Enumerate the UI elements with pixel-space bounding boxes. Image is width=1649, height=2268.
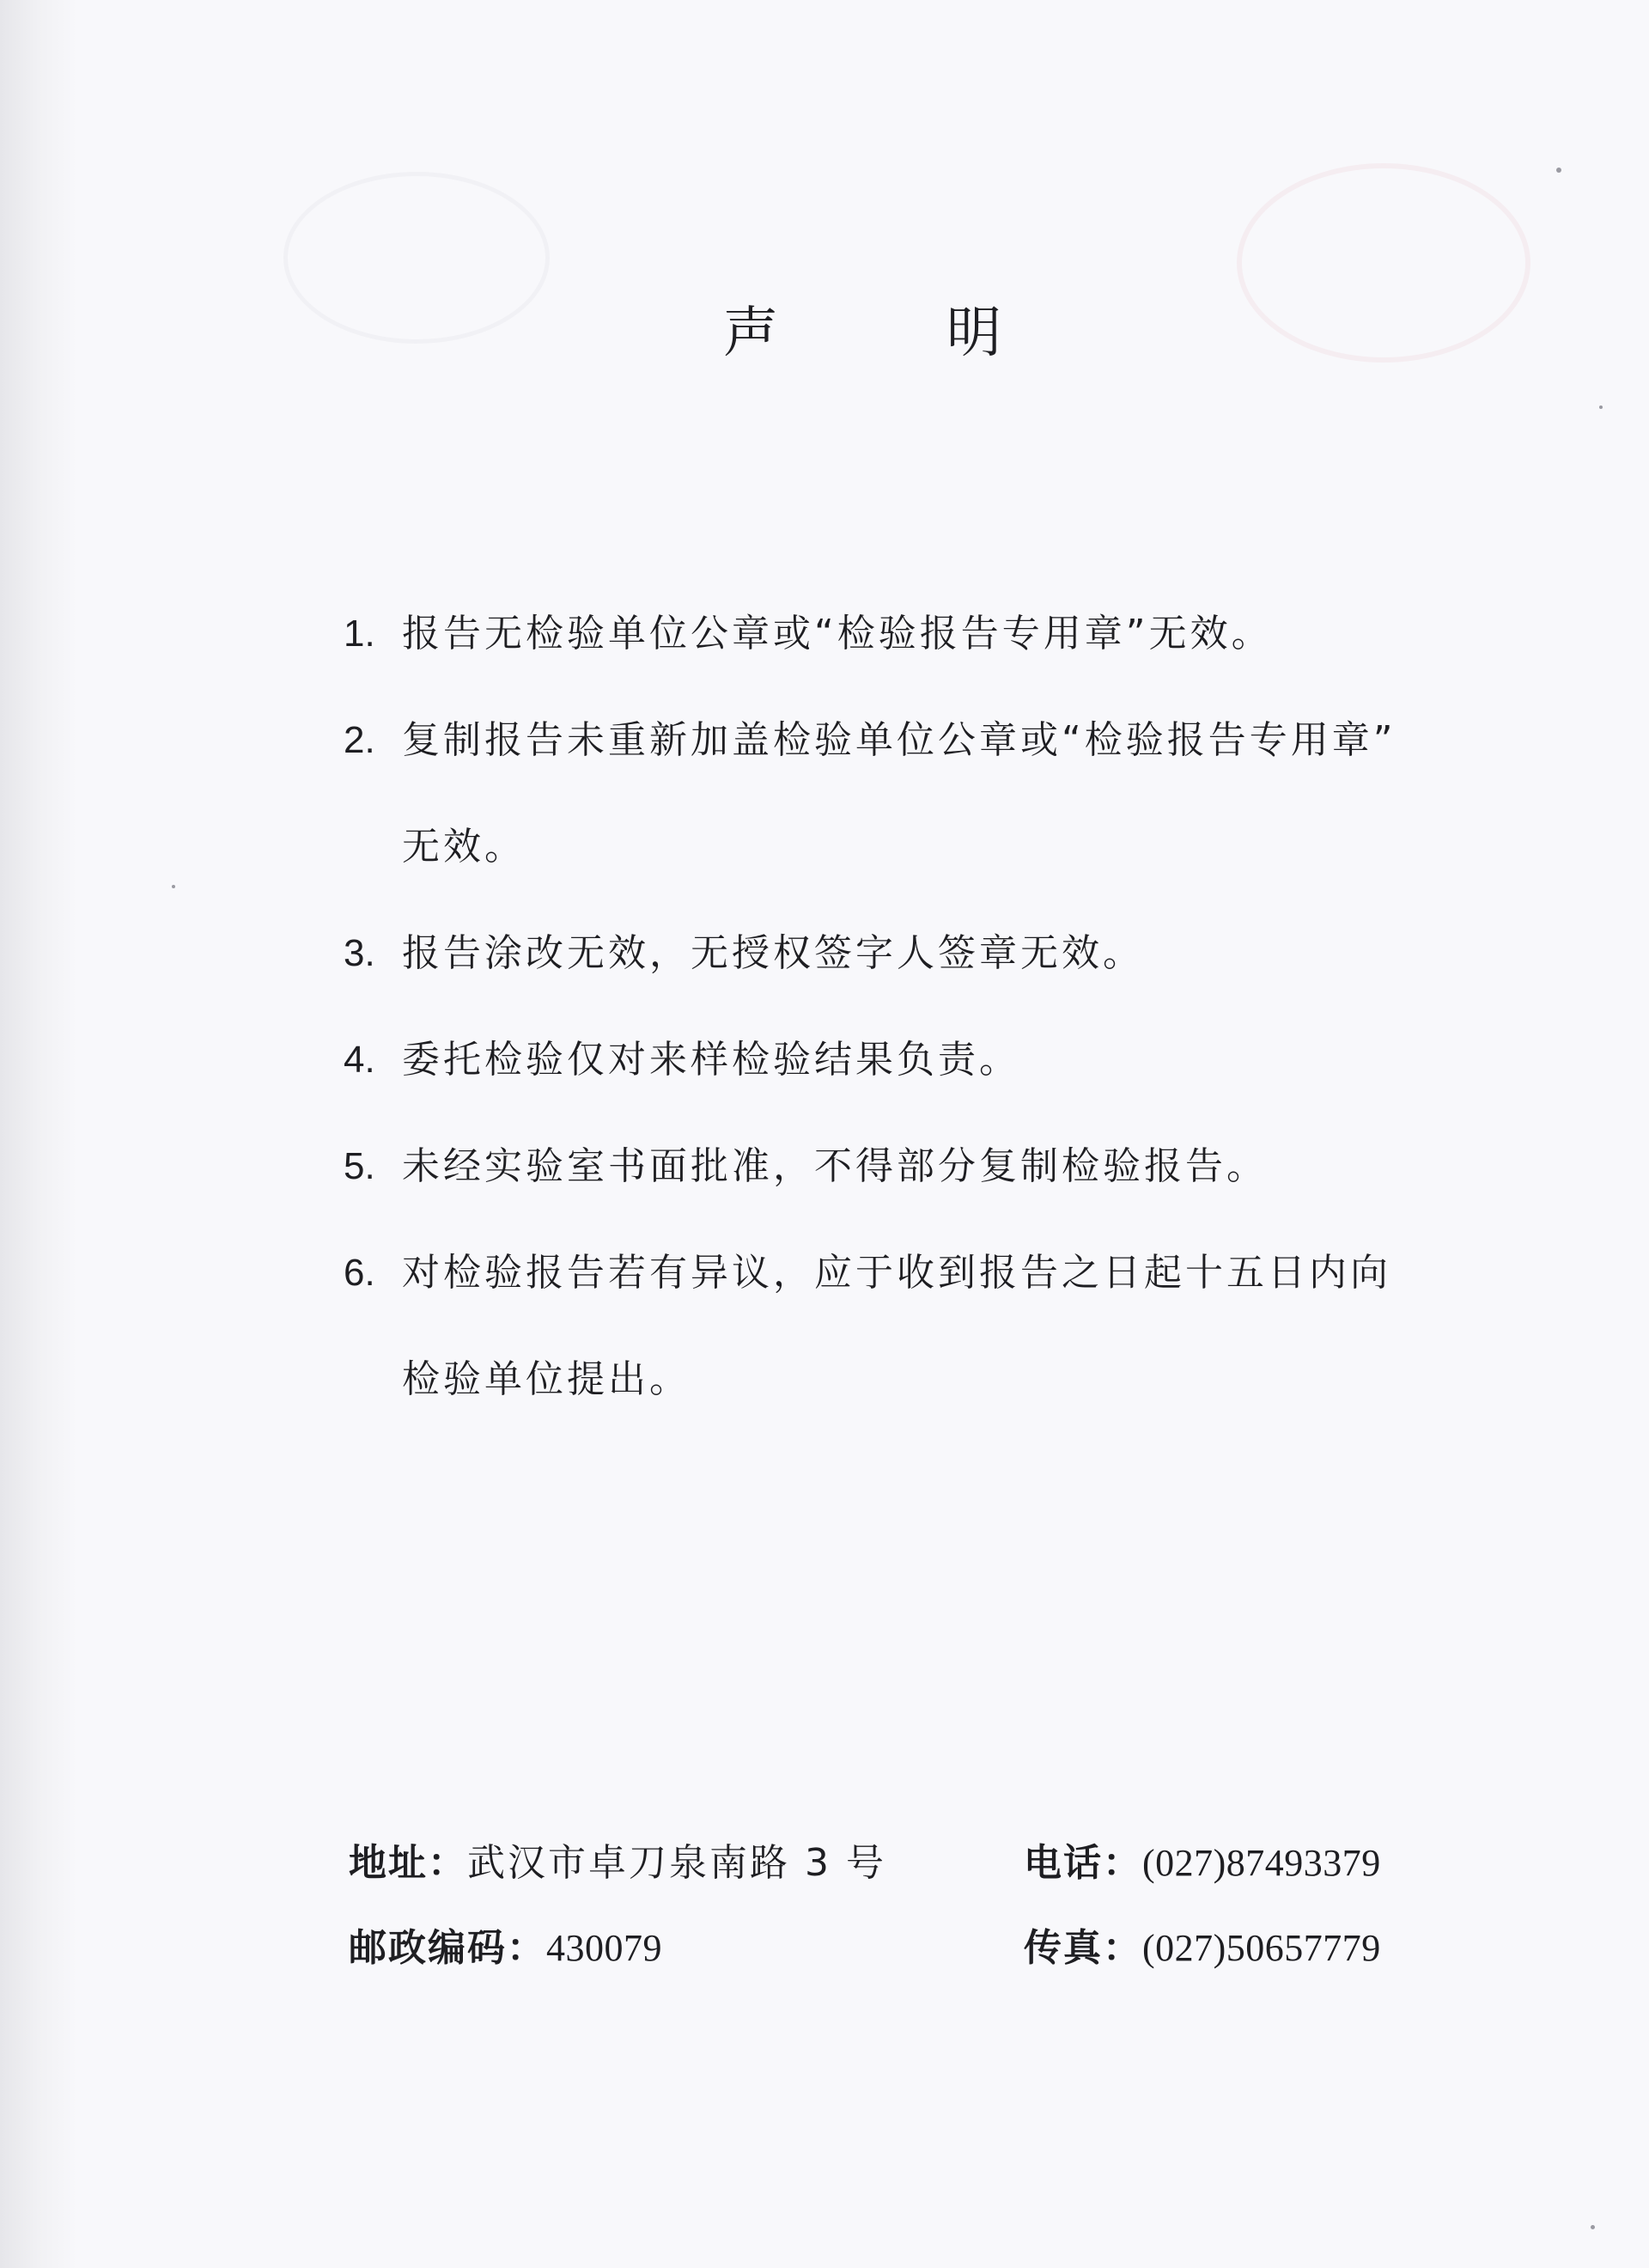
list-item-continuation <box>344 1326 1546 1433</box>
list-item <box>344 1220 1546 1326</box>
page-title: 声明 <box>723 302 1170 365</box>
footer-postcode <box>349 1923 662 1974</box>
item-text: 委托检验仅对来样检验结果负责。 <box>402 1038 1020 1082</box>
list-item-continuation <box>344 794 1546 900</box>
scan-speck <box>1556 168 1561 173</box>
postcode-value: 430079 <box>546 1927 662 1969</box>
item-text: 复制报告未重新加盖检验单位公章或“检验报告专用章” <box>402 718 1396 762</box>
item-number: 3. <box>344 932 375 974</box>
bleed-through-mark <box>283 172 550 344</box>
list-item <box>344 900 1546 1007</box>
scan-left-edge <box>0 0 77 2268</box>
phone-label: 电话： <box>1024 1841 1142 1885</box>
scan-speck <box>172 885 175 888</box>
fax-value: (027)50657779 <box>1142 1927 1381 1969</box>
list-item <box>344 1007 1546 1113</box>
item-text: 未经实验室书面批准，不得部分复制检验报告。 <box>402 1144 1268 1188</box>
bleed-through-seal-mark <box>1237 163 1530 363</box>
scan-speck <box>1599 405 1603 409</box>
list-item <box>344 687 1546 794</box>
item-number: 6. <box>344 1252 375 1294</box>
item-text: 报告涂改无效，无授权签字人签章无效。 <box>402 931 1144 975</box>
list-item <box>344 1113 1546 1220</box>
phone-value: (027)87493379 <box>1142 1842 1381 1884</box>
item-text: 对检验报告若有异议，应于收到报告之日起十五日内向 <box>402 1251 1391 1295</box>
item-number: 4. <box>344 1039 375 1081</box>
item-number: 1. <box>344 613 375 655</box>
item-text: 无效。 <box>402 825 526 869</box>
address-value: 武汉市卓刀泉南路 3 号 <box>467 1841 886 1885</box>
item-number: 5. <box>344 1145 375 1187</box>
item-text: 检验单位提出。 <box>402 1357 691 1401</box>
item-text: 报告无检验单位公章或“检验报告专用章”无效。 <box>402 612 1273 655</box>
list-item <box>344 581 1546 687</box>
statement-list <box>344 581 1546 1433</box>
scan-speck <box>1591 2225 1595 2229</box>
address-label: 地址： <box>349 1841 467 1885</box>
fax-label: 传真： <box>1024 1926 1142 1970</box>
item-number: 2. <box>344 719 375 761</box>
footer-phone <box>1024 1838 1381 1889</box>
postcode-label: 邮政编码： <box>349 1926 546 1970</box>
footer-fax <box>1024 1923 1381 1974</box>
footer-address <box>349 1838 886 1889</box>
